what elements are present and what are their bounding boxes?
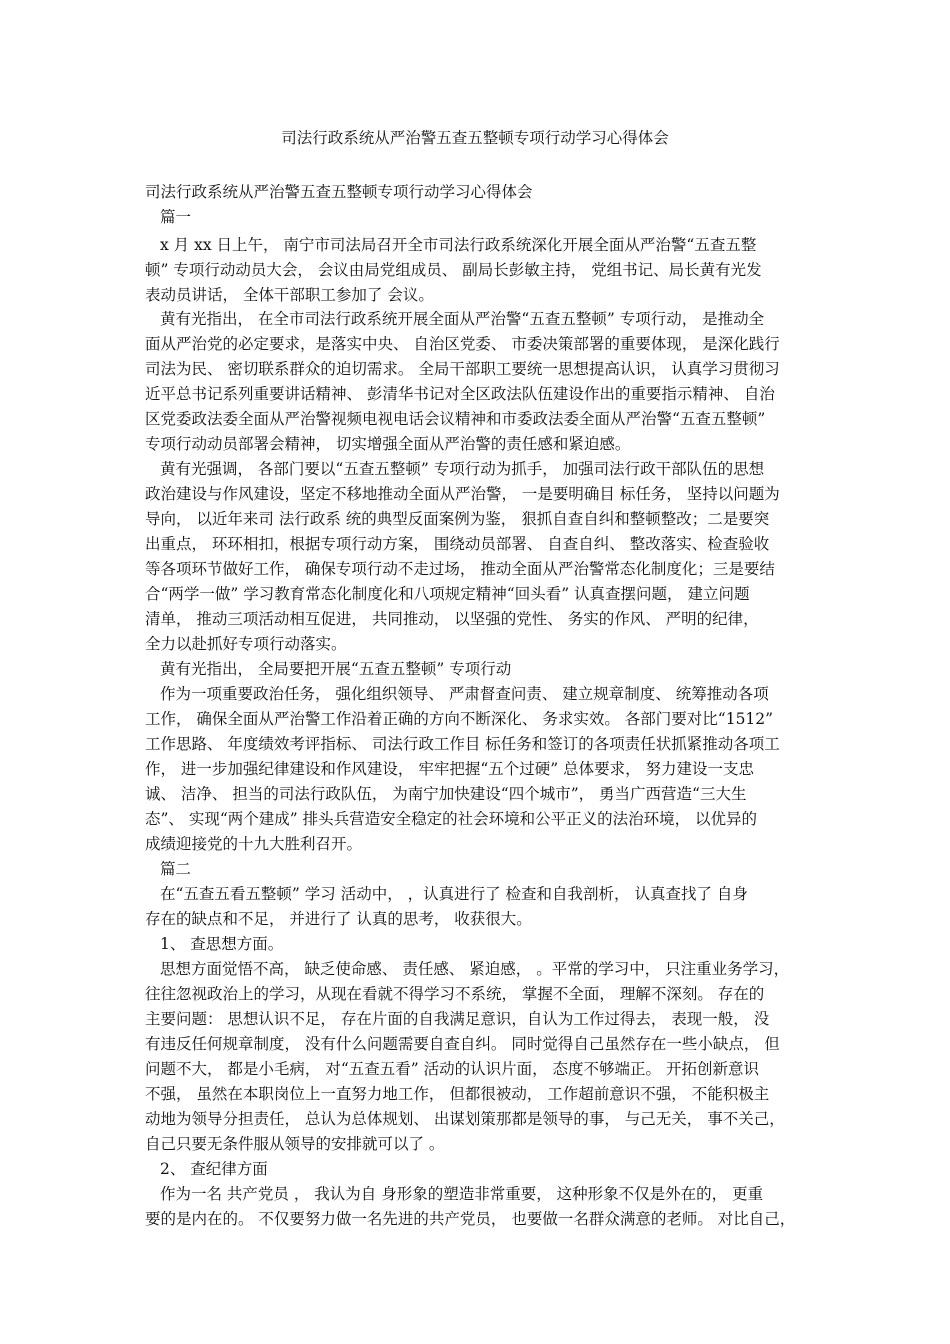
text-line: 态”、 实现“两个建成” 排头兵营造安全稳定的社会环境和公平正义的法治环境， 以优异的	[145, 810, 758, 828]
text-line: 黄有光强调， 各部门要以“五查五整顿” 专项行动为抓手， 加强司法行政干部队伍的思想	[160, 460, 765, 478]
text-line: 2、 查纪律方面	[160, 1160, 268, 1178]
text-line: 黄有光指出， 在全市司法行政系统开展全面从严治警“五查五整顿” 专项行动， 是推动全	[160, 310, 765, 328]
text-line: 合“两学一做” 学习教育常态化制度化和八项规定精神“回头看” 认真查摆问题， 建立问题	[145, 585, 750, 603]
text-line: 作为一项重要政治任务， 强化组织领导、 严肃督查问责、 建立规章制度、 统筹推动各项	[160, 685, 769, 703]
text-line: 面从严治党的必定要求，是落实中央、 自治区党委、 市委决策部署的重要体现， 是深化践行	[145, 335, 780, 353]
text-line: 全力以赴抓好专项行动落实。	[145, 635, 347, 653]
text-line: 表动员讲话， 全体干部职工参加了 会议。	[145, 286, 434, 304]
text-line: 要的是内在的。 不仅要努力做一名先进的共产党员， 也要做一名群众满意的老师。 对比自己，	[145, 1210, 796, 1228]
text-line: 司法为民、 密切联系群众的迫切需求。 全局干部职工要统一思想提高认识， 认真学习贯彻习	[145, 360, 780, 378]
text-line: 区党委政法委全面从严治警视频电视电话会议精神和市委政法委全面从严治警“五查五整顿”	[145, 410, 766, 428]
text-line: 存在的缺点和不足， 并进行了 认真的思考， 收获很大。	[145, 910, 532, 928]
text-line: 作为一名 共产党员 ， 我认为自 身形象的塑造非常重要， 这种形象不仅是外在的， 更重	[160, 1185, 764, 1203]
text-line: 诚、 洁净、 担当的司法行政队伍， 为南宁加快建设“四个城市”， 勇当广西营造“三大生	[145, 785, 747, 803]
text-line: 篇二	[160, 860, 192, 878]
text-line: x 月 xx 日上午， 南宁市司法局召开全市司法行政系统深化开展全面从严治警“五查五整	[160, 236, 757, 254]
text-line: 不强， 虽然在本职岗位上一直努力地工作， 但都很被动， 工作超前意识不强， 不能积极主	[145, 1085, 770, 1103]
text-line: 顿” 专项行动动员大会， 会议由局党组成员、 副局长彭敏主持， 党组书记、局长黄有光发	[145, 261, 762, 279]
text-line: 清单， 推动三项活动相互促进， 共同推动， 以坚强的党性、 务实的作风、 严明的纪律，	[145, 610, 759, 628]
text-line: 黄有光指出， 全局要把开展“五查五整顿” 专项行动	[160, 660, 512, 678]
text-line: 近平总书记系列重要讲话精神、 彭清华书记对全区政法队伍建设作出的重要指示精神、 自治	[145, 385, 775, 403]
text-line: 自己只要无条件服从领导的安排就可以了 。	[145, 1135, 445, 1153]
text-line: 等各项环节做好工作， 确保专项行动不走过场， 推动全面从严治警常态化制度化；三是要结	[145, 560, 775, 578]
text-line: 出重点， 环环相扣，根据专项行动方案， 围绕动员部署、 自查自纠、 整改落实、检查验收	[145, 535, 770, 553]
text-line: 问题不大， 都是小毛病， 对“五查五看” 活动的认识片面， 态度不够端正。 开拓创新意识	[145, 1060, 759, 1078]
text-line: 动地为领导分担责任， 总认为总体规划、 出谋划策那都是领导的事， 与己无关， 事不关己，	[145, 1110, 785, 1128]
text-line: 有违反任何规章制度， 没有什么问题需要自查自纠。 同时觉得自己虽然存在一些小缺点， 但	[145, 1035, 780, 1053]
text-line: 导向， 以近年来司 法行政系 统的典型反面案例为鉴， 狠抓自查自纠和整顿整改；二是要突	[145, 510, 770, 528]
text-line: 作， 进一步加强纪律建设和作风建设， 牢牢把握“五个过硬” 总体要求， 努力建设一支忠	[145, 760, 755, 778]
text-line: 思想方面觉悟不高， 缺乏使命感、 责任感、 紧迫感， 。平常的学习中， 只注重业务学习，	[160, 960, 790, 978]
text-line: 政治建设与作风建设，坚定不移地推动全面从严治警， 一是要明确目 标任务， 坚持以问题为	[145, 485, 780, 503]
text-line: 主要问题： 思想认识不足， 存在片面的自我满足意识，自认为工作过得去， 表现一般， 没	[145, 1010, 770, 1028]
text-line: 在“五查五看五整顿” 学习 活动中， ，认真进行了 检查和自我剖析， 认真查找了 自身	[160, 885, 748, 903]
text-line: 专项行动动员部署会精神， 切实增强全面从严治警的责任感和紧迫感。	[145, 435, 631, 453]
text-line: 篇一	[160, 208, 192, 226]
page-title: 司法行政系统从严治警五查五整顿专项行动学习心得体会	[281, 129, 669, 147]
text-line: 成绩迎接党的十九大胜利召开。	[145, 835, 363, 853]
text-line: 司法行政系统从严治警五查五整顿专项行动学习心得体会	[145, 183, 533, 201]
text-line: 1、 查思想方面。	[160, 935, 284, 953]
text-line: 工作， 确保全面从严治警工作沿着正确的方向不断深化、 务求实效。 各部门要对比“1512”	[145, 710, 774, 728]
text-line: 工作思路、 年度绩效考评指标、 司法行政工作目 标任务和签订的各项责任状抓紧推动各项工	[145, 735, 780, 753]
text-line: 往往忽视政治上的学习，从现在看就不得学习不系统， 掌握不全面， 理解不深刻。 存在的	[145, 985, 765, 1003]
